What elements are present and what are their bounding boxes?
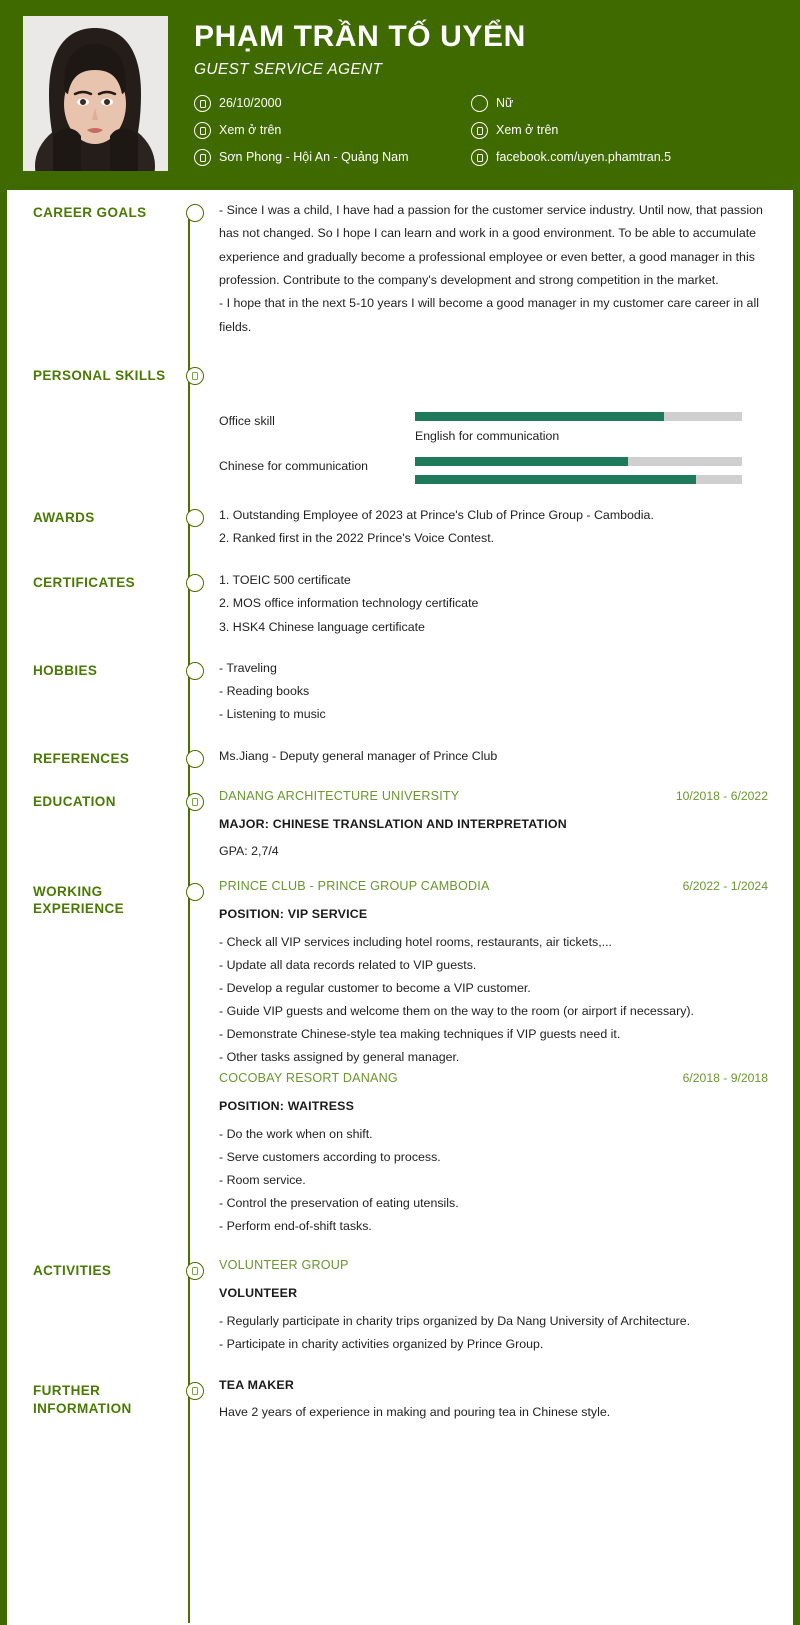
skill-label-english: English for communication [415,428,560,443]
section-title-activities: ACTIVITIES [33,1263,112,1279]
facebook-icon [471,149,488,166]
career-goal-paragraph: - Since I was a child, I have had a passion for the customer service industry. Until now, that passion has not changed. So I hope I can learn and work in a good environment. To be able to accumulate experience and gradually become a professional employee or even better, a good manager in this profession. Contribute to the company's development and strong competition in the market. [219,203,763,287]
skill-label-chinese: Chinese for communication [219,458,368,473]
timeline-marker-col [173,367,217,385]
section-working-experience [7,878,793,1239]
contact-item-address [194,149,471,166]
job-date: 6/2018 - 9/2018 [682,1070,768,1085]
hobby-item: - Traveling [219,660,277,675]
section-references [7,750,793,768]
section-career-goals [7,204,793,339]
skill-bar-fill [415,412,664,421]
section-activities [7,1258,793,1356]
contact-item-phone [194,122,471,139]
timeline-marker-col [173,793,217,811]
contact-item-gender [471,95,773,112]
contact-grid [194,95,773,166]
job-entry-head [219,879,768,893]
education-gpa: GPA: 2,7/4 [219,843,279,858]
activity-org: VOLUNTEER GROUP [219,1258,349,1273]
section-personal-skills [7,367,793,501]
profile-photo [23,16,168,171]
education-date: 10/2018 - 6/2022 [675,788,768,803]
timeline-marker-col [173,574,217,592]
award-item: 1. Outstanding Employee of 2023 at Prince's Club of Prince Group - Cambodia. [219,507,654,522]
cv-body [7,204,793,1419]
section-title-references: REFERENCES [33,751,130,767]
education-entry-head [219,789,768,803]
section-education [7,788,793,858]
job-duty: - Check all VIP services including hotel rooms, restaurants, air tickets,... [219,934,612,949]
further-info-title: TEA MAKER [219,1378,294,1393]
award-item: 2. Ranked first in the 2022 Prince's Voice Contest. [219,531,495,546]
candidate-name: PHẠM TRẦN TỐ UYỂN [194,20,526,53]
job-duty: - Demonstrate Chinese-style tea making techniques if VIP guests need it. [219,1026,621,1041]
job-position: POSITION: WAITRESS [219,1098,355,1113]
job-date: 6/2022 - 1/2024 [682,878,768,893]
section-content-career-goals [217,204,793,339]
section-content-education [217,789,793,858]
skill-bar-office [415,412,742,421]
job-duty: - Perform end-of-shift tasks. [219,1219,372,1234]
timeline-marker-col [173,509,217,527]
section-content-references [217,745,793,768]
section-hobbies [7,662,793,727]
hobby-item: - Listening to music [219,707,326,722]
email-icon [471,122,488,139]
certificate-item: 1. TOEIC 500 certificate [219,573,351,588]
certificate-item: 2. MOS office information technology certificate [219,596,479,611]
further-info-item: Have 2 years of experience in making and pouring tea in Chinese style. [219,1405,611,1420]
timeline-circle-icon [186,509,204,527]
timeline-circle-icon [186,662,204,680]
contact-item-facebook[interactable] [471,149,773,166]
section-awards [7,509,793,550]
section-title-certificates: CERTIFICATES [33,575,136,591]
job-duties [219,1123,768,1238]
timeline-activities-icon [186,1262,204,1280]
timeline-info-icon [186,1382,204,1400]
job-duties [219,931,768,1069]
activity-item: - Participate in charity activities organized by Prince Group. [219,1337,544,1352]
job-duty: - Room service. [219,1173,306,1188]
job-duty: - Other tasks assigned by general manager. [219,1049,460,1064]
calendar-icon [194,95,211,112]
section-content-personal-skills [217,367,793,501]
job-company: COCOBAY RESORT DANANG [219,1070,398,1085]
phone-icon [194,122,211,139]
timeline-marker-col [173,204,217,222]
section-content-hobbies [217,657,793,727]
section-title-personal-skills [7,367,173,385]
timeline-marker-col [173,883,217,901]
activity-items [219,1310,768,1356]
education-school: DANANG ARCHITECTURE UNIVERSITY [219,788,460,803]
contact-value: Xem ở trên [219,123,282,138]
section-content-further-information [217,1378,793,1419]
job-duty: - Update all data records related to VIP guests. [219,957,477,972]
timeline-marker-col [173,1262,217,1280]
hobby-item: - Reading books [219,684,310,698]
contact-value: Sơn Phong - Hội An - Quảng Nam [219,150,409,165]
contact-value: 26/10/2000 [219,96,282,111]
timeline-education-icon [186,793,204,811]
certificate-item: 3. HSK4 Chinese language certificate [219,619,425,634]
job-company: PRINCE CLUB - PRINCE GROUP CAMBODIA [219,878,490,893]
section-content-working-experience [217,879,793,1239]
activity-item: - Regularly participate in charity trips organized by Da Nang University of Architecture. [219,1314,691,1329]
job-entry-head [219,1071,768,1085]
timeline-circle-icon [186,204,204,222]
timeline-circle-icon [186,750,204,768]
contact-value: Xem ở trên [496,123,559,138]
section-title-working-experience: WORKING EXPERIENCE [33,883,125,917]
skill-label-office: Office skill [219,413,275,428]
skill-bar-chinese [415,475,742,484]
candidate-role: GUEST SERVICE AGENT [194,61,383,78]
contact-value[interactable]: facebook.com/uyen.phamtran.5 [496,150,672,165]
timeline-marker-col [173,750,217,768]
reference-item: Ms.Jiang - Deputy general manager of Prince Club [219,749,498,764]
job-position: POSITION: VIP SERVICE [219,906,368,921]
job-duty: - Serve customers according to process. [219,1150,441,1164]
location-icon [194,149,211,166]
timeline-marker-col [173,662,217,680]
education-major: MAJOR: CHINESE TRANSLATION AND INTERPRETATION [219,816,567,831]
section-further-information [7,1378,793,1420]
header-text-block [168,16,793,166]
timeline-circle-icon [186,883,204,901]
section-certificates [7,574,793,639]
section-title-education: EDUCATION [33,793,116,809]
skill-bar-english [415,457,742,466]
activity-position: VOLUNTEER [219,1286,298,1301]
section-content-certificates [217,569,793,639]
section-content-awards [217,504,793,550]
contact-item-email [471,122,773,139]
cv-header [7,0,793,190]
section-content-activities [217,1258,793,1356]
job-duty: - Guide VIP guests and welcome them on the way to the room (or airport if necessary). [219,1003,694,1018]
timeline-circle-icon [186,574,204,592]
contact-item-birthdate [194,95,471,112]
job-duty: - Do the work when on shift. [219,1126,373,1141]
job-duty: - Control the preservation of eating utensils. [219,1196,459,1211]
timeline-marker-col [173,1382,217,1400]
section-title-career-goals: CAREER GOALS [33,205,147,220]
career-goal-paragraph: - I hope that in the next 5-10 years I will become a good manager in my customer care career in all fields. [219,296,759,334]
job-entry [219,879,768,1069]
contact-value: Nữ [496,96,514,111]
job-entry [219,1071,768,1238]
job-duty: - Develop a regular customer to become a VIP customer. [219,980,531,995]
gender-icon [471,95,488,112]
section-title-awards: AWARDS [33,509,95,525]
section-title-line: PERSONAL SKILLS [33,367,166,383]
skill-bar-fill [415,475,696,484]
skill-bar-fill [415,457,628,466]
section-title-further-information: FURTHER INFORMATION [33,1383,132,1417]
skills-chart [219,401,768,501]
timeline-skill-icon [186,367,204,385]
section-title-hobbies: HOBBIES [33,662,98,678]
